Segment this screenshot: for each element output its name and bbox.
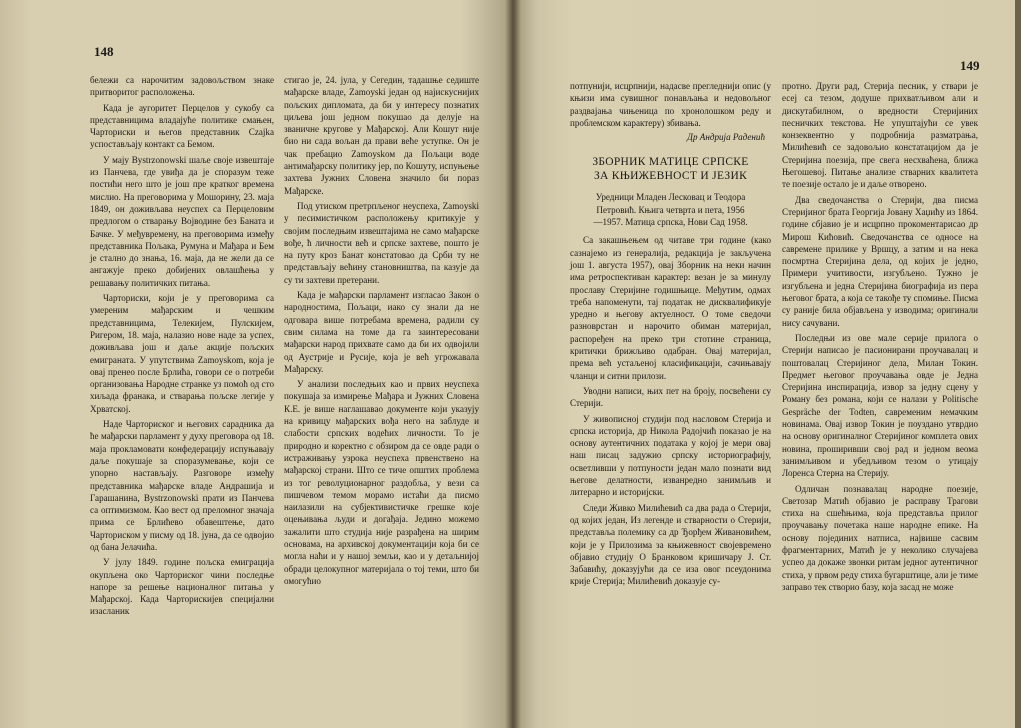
page-number-left: 148: [94, 44, 114, 59]
paragraph: Када је мађарски парламент изгласао Закон о народностима, Пољаци, иако су знали да не одговара више потребама времена, радили су свим силама на томе да га заинтересовани мађарски народ прихвате само да би их одвојили од Аустрије и Русије, која је већ угрожавала Мађарску.: [284, 290, 479, 374]
paragraph: Одличан познавалац народне поезије, Светозар Матић објавио је расправу Трагови стиха на сшећњима, која представља прилог проучавању почетака наше народне епике. На основу појединих натписа, највише сасвим фрагментарних, Матић је у неколико случајева успео да докаже звонки ритам једног аутентичног стиха, у првом реду стиха бугарштице, али је тиме заправо тек створио базу, која засад не може: [782, 483, 978, 592]
section-heading-line-2: ЗА КЊИЖЕВНОСТ И ЈЕЗИК: [593, 170, 748, 183]
biblio-line-2: Петровић. Књига четврта и пета, 1956: [596, 204, 745, 215]
right-page: [512, 0, 1021, 728]
section-heading: [570, 155, 771, 183]
paragraph: Наде Чарториског и његових сарадника да ће мађарски парламент у духу преговора од 18. маја прокламовати конфедерацију испуњавају даље покушаје за споразумевање, који се упорно настављају. Разговоре између представника мађарске владе Андрашија и Гарашанина, Bystrzonowski прати из Панчева са оптимизмом. Као вест од преломног значаја прима се Брлићево обавештење, дато Чарториском у писму од 18. јуна, да се одвојио од бана Јелачића.: [90, 419, 274, 552]
page-number-right: 149: [960, 58, 980, 73]
paragraph: Два сведочанства о Стерији, два писма Стеријиног брата Георгија Јовану Хаџићу из 1864. године сбјавио је и исцрпно прокоментарисао др Мирош Кићовић. Сведочанства се односе на савремене прилике у Вршцу, а затим и на нека посмртна Стеријина дела, од којих је једно, Примери учитивости, изгубљено. Тужно је изгубљена и једна Стеријина биографија из пера његовог брата, а која се такође ту спомиње. Писма су раније била објављена у изводима; оригинали нису сачувани.: [782, 194, 978, 328]
left-page-column-2: [284, 74, 479, 587]
paragraph: протно. Други рад, Стерија песник, у ствари је есеј са тезом, додуше прихватљивом али и дискутабилном, о вредности Стеријиних песничких текстова. Не упуштајући се увек конзеквентно у подробнија разматрања, Милићевић се задовољио констатацијом да је Стеријина поезија, пре свега несхваћена, ближа Његошевој. Питање анализе стварних квалитета те поезије остало је и даље отворено.: [782, 81, 978, 190]
paragraph: У живописној студији под насловом Стерија и српска историја, др Никола Радојчић показао је на основу аутентичних података у којој је мери овај наш писац задужио српску историографију, осветливши у потпуности један мало познати вид његове делатности, изванредно занимљив и литерарно и историјски.: [570, 413, 771, 498]
paragraph: Са закашњењем од читаве три године (како сазнајемо из генералија, редакција је закључена још 1. августа 1957), овај Зборник на неки начин има ретроспективан карактер: везан је за минулу прославу Стеријине годишњице. Међутим, одмах треба напоменути, тај податак не дисквалификује уредно и његову актуелност. О томе сведочи разноврстан и нарочито обиман материјал, распоређен на преко три стотине страница, критички брижљиво одабран. Овај материјал, према већ устаљеној класификацији, сачињавају чланци и ситни прилози.: [570, 235, 771, 381]
paragraph: потпунији, исцрпнији, надасве прегледнији опис (у књизи има сувишног понављања и недовољног раздвајања чињеница по хронолошком реду и проблемском карактеру) збивања.: [570, 81, 771, 128]
review-signature: Др Андрија Раденић: [687, 132, 765, 143]
page-edge: [1015, 0, 1021, 728]
right-page-column-2: [782, 80, 978, 593]
paragraph: У јулу 1849. године пољска емиграција окупљена око Чарториског чини последње напоре за решење националног питања у Мађарској. Када Чарторискијев специјални изасланик: [90, 557, 274, 617]
paragraph: У анализи последњих као и првих неуспеха покушаја за измирење Мађара и Јужних Словена К.Е. је више наглашавао документе који указују на кривицу мађарских вођа него на заблуде и слабости српских водећих личности. То је природно и коректно с обзиром да се овде ради о истраживању узрока неуспеха првенствено на мађарској страни. Што се тиче општих проблема из тог револуционарног раздобља, у вези са пишчевом темом морамо истаћи да писмо наилазили на субјективистичке грешке које оцењивања људи и догађаја. Једино можемо зажалити што студија није разрађена на ширим основама, на архивској документацији која би се могла наћи и у нашој земљи, као и у детаљнијој обради целокупног материјала о тој теми, што би омогућио: [284, 379, 479, 586]
section-heading-line-1: ЗБОРНИК МАТИЦЕ СРПСКЕ: [592, 156, 749, 169]
right-page-column-1: [570, 80, 771, 588]
biblio-line-3: —1957. Матица српска, Нови Сад 1958.: [593, 217, 748, 228]
paragraph: Последњи из ове мале серије прилога о Стерији написао је пасионирани проучавалац и поштовалац Стеријиног дела, Милан Токин. Предмет његовог проучавања овде је Једна Стеријина инспирација, извор за једну сцену у Роману без романа, који се налази у Politische Gespräche der Todten, савременим немачким новинама. Овај извор Токин је поуздано утврдио на основу оригиналног Стеријиног комплета ових новина, проширивши свој рад и једном веома занимљивом и убедљивом тезом о утицају Лоренса Стерна на Стерију.: [782, 332, 978, 479]
paragraph: Следи Живко Милићевић са два рада о Стерији, од којих један, Из легенде и стварности о Стерији, представља полемику са др Ђорђем Живановићем, који је у Прилозима за књижевност својевремено објавио студију О Бранковом кришичару Ј. Ст. Забавићу, доказујући да се иза овог псеудонима крије Стерија; Милићевић доказује су-: [570, 502, 771, 587]
paragraph: Чарториски, који је у преговорима са умереним мађарским и чешким представницима, Телекијем, Пулскијем, Ригером, 18. маја, налазио нове наде за успех, доживљава још и даље акције пољских емиграната. У упутствима Zamoyskom, која је овај пренео после Брлића, говори се о потреби организовања Народне странке уз помоћ од сто хиљада франака, и стварања пољске легије у Хрватској.: [90, 293, 274, 414]
biblio-line-1: Уредници Младен Лесковац и Теодора: [595, 192, 746, 203]
paragraph: Када је аугоритет Перцелов у сукобу са представницима владајуће политике смањен, Чарториски и његов представник Czajka успостављају контакт са Бемом.: [90, 102, 274, 150]
book-gutter: [505, 0, 521, 728]
paragraph: стигао је, 24. јула, у Сегедин, тадашње седиште мађарске владе, Zamoyski један од најискуснијих пољских дипломата, да би у интересу познатих циљева још једном покушао да делује на званичне кругове у Мађарској. Али Кошут није био ни сада вољан да прави веће уступке. Он је чак пребацио Zamoyskом да Пољаци воде антимађарску политику јер, по Кошуту, испуњење захтева Јужних Словена значило би пораз Мађарске.: [284, 75, 479, 196]
paragraph: Под утиском претрпљеног неуспеха, Zamoyski у песимистичком расположењу критикује у својим последњим извештајима не само мађарске вође, ћ личности већ и српске захтеве, пошто је на путу кроз Банат констатовао да Срби ту не представљају већину становништва, па казује да су ти захтеви претерани.: [284, 200, 479, 285]
review-conclusion: [570, 80, 771, 129]
review-body: [570, 234, 771, 587]
paragraph: У мају Bystrzonowski шаље своје извештаје из Панчева, где увиђа да је споразум теже постићи него што је још пре кратког времена мислио. На преговорима у Мошорину, 23. маја 1849, он доживљава неуспех са Перцеловим предлогом о стварању Војводине без Баната и Бачке. У међувремену, на преговорима између представника Пољака, Румуна и Мађара и Бем је стално до знања, 16. маја, да не жели да се ангажује преко добијених овлашћења у решавању политичких питања.: [90, 154, 274, 288]
paragraph: бележи са нарочитим задовољством знаке притворитог расположења.: [90, 75, 274, 98]
paragraph: Уводни написи, њих пет на броју, посвећени су Стерији.: [570, 385, 771, 409]
left-page-column-1: [90, 74, 274, 618]
bibliographic-note: [570, 191, 771, 228]
